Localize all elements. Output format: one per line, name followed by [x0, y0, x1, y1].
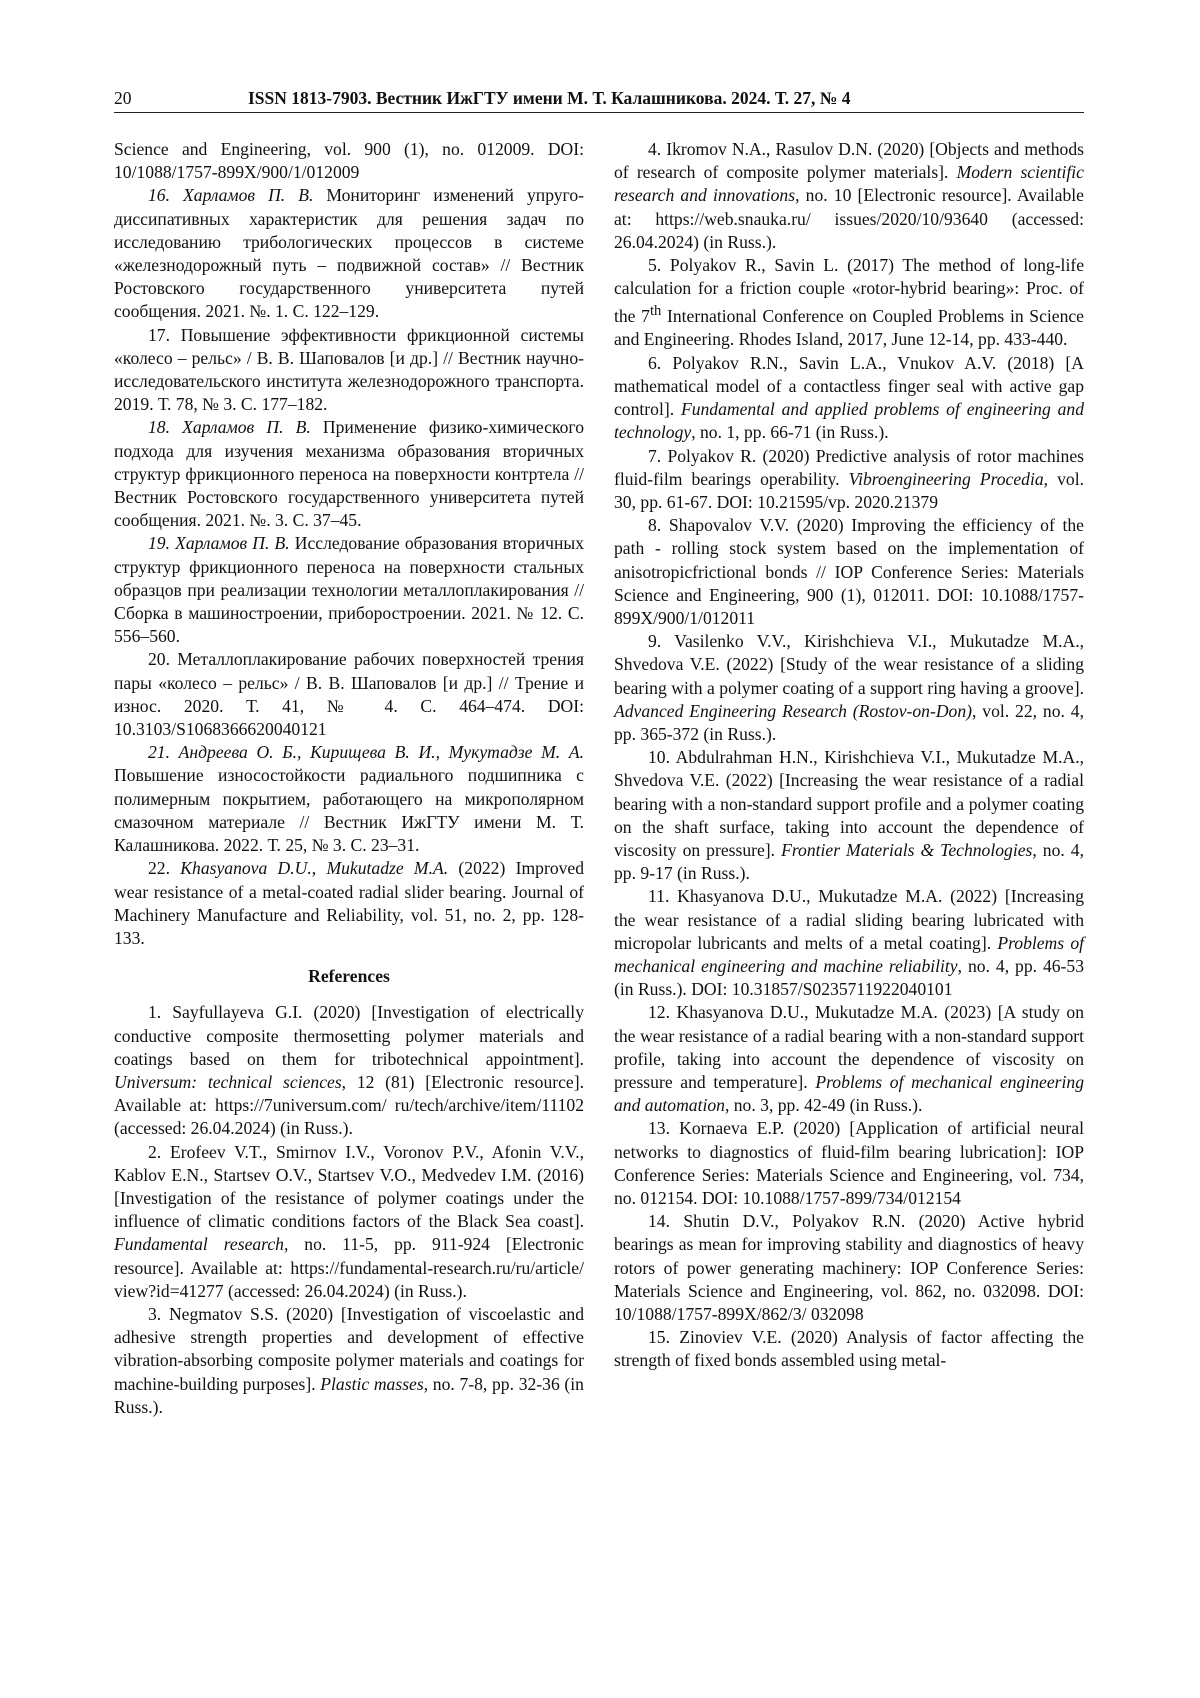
reference-authors: 19. Харламов П. В.	[148, 533, 290, 554]
reference-details: , vol. 22, no. 4, pp. 365-372 (in Russ.).	[614, 700, 1084, 744]
running-header	[114, 86, 1084, 113]
reference-details: , no. 7-8, pp. 32-36 (in Russ.).	[114, 1373, 584, 1417]
reference-body: 4. Ikromov N.A., Rasulov D.N. (2020) [Objects and methods of research of composite polymer materials].	[614, 139, 1084, 183]
reference-details: , 12 (81) [Electronic resource]. Available at: https://7universum.com/ ru/tech/archive/item/11102 (accessed: 26.04.2024) (in Russ.).	[114, 1071, 584, 1139]
reference-author: Khasyanova D.U.	[180, 858, 312, 879]
reference-separator: ,	[311, 858, 327, 879]
reference-22	[114, 857, 584, 950]
reference-body: (2022) Improved wear resistance of a metal-coated radial slider bearing. Journal of Machinery Manufacture and Reliability, vol. 51, no. 2, pp. 128-133.	[114, 858, 585, 948]
reference-authors: 18. Харламов П. В.	[148, 417, 311, 438]
reference-body: 9. Vasilenko V.V., Kirishchieva V.I., Mukutadze M.A., Shvedova V.E. (2022) [Study of the wear resistance of a sliding bearing with a polymer coating of a support ring having a groove].	[614, 631, 1084, 698]
reference-en-6	[614, 352, 1084, 445]
superscript: th	[649, 303, 662, 320]
reference-body: Применение физико-химического подхода для изучения механизма образования вторичных структур фрикционного переноса на поверхности контртела // Вестник Ростовского государственного университета путей сообщения. 2021. №. 3. С. 37–45.	[114, 417, 585, 531]
reference-body: 7. Polyakov R. (2020) Predictive analysis of rotor machines fluid-film bearings operability.	[614, 445, 1084, 489]
page-number: 20	[114, 88, 132, 108]
reference-body: Исследование образования вторичных структур фрикционного переноса на поверхности стальных образцов при реализации технологии металлоплакирования // Сборка в машиностроении, приборостроении. 2021. № 12. С. 556–560.	[114, 533, 584, 647]
references-heading: References	[308, 966, 390, 987]
reference-details: , no. 4, pp. 9-17 (in Russ.).	[614, 839, 1084, 884]
reference-details: , no. 1, pp. 66-71 (in Russ.).	[691, 422, 889, 443]
reference-journal: Frontier Materials & Technologies	[781, 839, 1033, 860]
reference-journal: Plastic masses	[320, 1373, 424, 1394]
reference-authors: 16. Харламов П. В.	[148, 185, 314, 206]
reference-en-4	[614, 138, 1084, 254]
reference-en-13: 13. Kornaeva E.P. (2020) [Application of artificial neural networks to diagnostics of fluid-film bearing lubrication]: IOP Conference Series: Materials Science and Engineering, vol. 734, no. 012154. DOI: 10.1088/1757-899/734/012154	[614, 1118, 1084, 1208]
reference-journal: Modern scientific research and innovations	[614, 162, 1084, 206]
reference-body: Повышение износостойкости радиального подшипника с полимерным покрытием, работающего на микрополярном смазочном материале // Вестник ИжГТУ имени М. Т. Калашникова. 2022. Т. 25, № 3. С. 23–31.	[114, 765, 584, 856]
reference-en-15: 15. Zinoviev V.E. (2020) Analysis of factor affecting the strength of fixed bonds assembled using metal-	[614, 1327, 1084, 1371]
reference-details: , no. 3, pp. 42-49 (in Russ.).	[724, 1095, 923, 1116]
reference-body: 3. Negmatov S.S. (2020) [Investigation of viscoelastic and adhesive strength properties and development of effective vibration-absorbing composite polymer materials and coatings for machine-building purposes].	[114, 1303, 584, 1394]
reference-en-8: 8. Shapovalov V.V. (2020) Improving the efficiency of the path - rolling stock system based on the implementation of anisotropicfrictional bonds // IOP Conference Series: Materials Science and Engineering, 900 (1), 012011. DOI: 10.1088/1757-899X/900/1/012011	[614, 515, 1084, 628]
reference-en-10	[614, 746, 1084, 885]
reference-21	[114, 741, 584, 857]
reference-journal: Problems of mechanical engineering and automation	[614, 1071, 1084, 1116]
reference-details: , no. 11-5, pp. 911-924 [Electronic resource]. Available at: https://fundamental-research.ru/ru/article/ view?id=41277 (accessed: 26.04.2024) (in Russ.).	[114, 1234, 584, 1301]
reference-continuation: Science and Engineering, vol. 900 (1), no. 012009. DOI: 10/1088/1757-899X/900/1/012009	[114, 139, 584, 183]
reference-body: 2. Erofeev V.T., Smirnov I.V., Voronov P.V., Afonin V.V., Kablov E.N., Startsev O.V., Startsev V.O., Medvedev I.M. (2016) [Investigation of the resistance of polymer coatings under the influence of climatic conditions factors of the Black Sea coast].	[114, 1141, 584, 1232]
reference-details: , vol. 30, pp. 61-67. DOI: 10.21595/vp. 2020.21379	[614, 468, 1084, 512]
reference-body: 11. Khasyanova D.U., Mukutadze M.A. (2022) [Increasing the wear resistance of a radial sliding bearing lubricated with micropolar lubricants and melts of a metal coating].	[614, 886, 1084, 953]
reference-16	[114, 184, 584, 323]
reference-en-14: 14. Shutin D.V., Polyakov R.N. (2020) Active hybrid bearings as mean for improving stability and diagnostics of heavy rotors of power generating machinery: IOP Conference Series: Materials Science and Engineering, vol. 862, no. 032098. DOI: 10/1088/1757-899X/862/3/ 032098	[614, 1211, 1084, 1325]
reference-en-3	[114, 1303, 584, 1419]
reference-details: , no. 4, pp. 46-53 (in Russ.). DOI: 10.31857/S0235711922040101	[614, 955, 1085, 1000]
reference-journal: Problems of mechanical engineering and machine reliability	[614, 932, 1085, 976]
reference-body: 10. Abdulrahman H.N., Kirishchieva V.I., Mukutadze M.A., Shvedova V.E. (2022) [Increasing the wear resistance of a radial bearing with a non-standard support profile and a polymer coating on the shaft surface, taking into account the dependence of viscosity on pressure].	[614, 747, 1084, 860]
reference-author: Mukutadze M.A.	[326, 858, 449, 879]
reference-en-1	[114, 1001, 584, 1140]
reference-journal: Vibroengineering Procedia	[848, 468, 1044, 489]
reference-journal: Universum: technical sciences	[114, 1071, 342, 1092]
right-column	[614, 138, 1084, 1373]
reference-20: 20. Металлоплакирование рабочих поверхностей трения пары «колесо – рельс» / В. В. Шаповалов [и др.] // Трение и износ. 2020. Т. 41, № 4. С. 464–474. DOI: 10.3103/S1068366620040121	[114, 649, 584, 740]
reference-en-7	[614, 445, 1084, 515]
reference-body: 5. Polyakov R., Savin L. (2017) The method of long-life calculation for a friction couple «rotor-hybrid bearing»: Proc. of the 7	[614, 255, 1084, 327]
reference-18	[114, 416, 584, 532]
reference-19	[114, 532, 584, 648]
reference-en-9	[614, 630, 1084, 746]
reference-authors: 21. Андреева О. Б., Кирищева В. И., Мукутадзе М. А.	[148, 742, 584, 763]
reference-en-11	[614, 885, 1084, 1001]
reference-number: 22.	[148, 858, 181, 879]
left-column	[114, 138, 584, 1419]
reference-en-5	[614, 254, 1084, 352]
reference-details: International Conference on Coupled Problems in Science and Engineering. Rhodes Island, 2017, June 12-14, pp. 433-440.	[614, 306, 1084, 350]
reference-body: 12. Khasyanova D.U., Mukutadze M.A. (2023) [A study on the wear resistance of a radial bearing with a non-standard support profile, taking into account the dependence of viscosity on pressure and temperature].	[614, 1002, 1084, 1092]
reference-journal: Fundamental and applied problems of engineering and technology	[614, 399, 1084, 443]
reference-en-2	[114, 1141, 584, 1303]
reference-body: Мониторинг изменений упруго-диссипативных характеристик для решения задач по исследованию трибологических процессов в системе «железнодорожный путь – подвижной состав» // Вестник Ростовского государственного университета путей сообщения. 2021. №. 1. С. 122–129.	[114, 185, 584, 322]
reference-journal: Fundamental research	[114, 1234, 284, 1255]
reference-body: 6. Polyakov R.N., Savin L.A., Vnukov A.V. (2018) [A mathematical model of a contactless finger seal with active gap control].	[614, 352, 1084, 420]
reference-details: , no. 10 [Electronic resource]. Available at: https://web.snauka.ru/ issues/2020/10/93640 (accessed: 26.04.2024) (in Russ.).	[614, 185, 1084, 252]
reference-en-12	[614, 1001, 1084, 1117]
journal-title: ISSN 1813-7903. Вестник ИжГТУ имени М. Т. Калашникова. 2024. Т. 27, № 4	[248, 88, 851, 108]
reference-body: 1. Sayfullayeva G.I. (2020) [Investigation of electrically conductive composite thermosetting polymer materials and coatings based on them for tribotechnical appointment].	[114, 1002, 584, 1069]
reference-17: 17. Повышение эффективности фрикционной системы «колесо – рельс» / В. В. Шаповалов [и др.] // Вестник научно-исследовательского института железнодорожного транспорта. 2019. Т. 78, № 3. С. 177–182.	[114, 324, 584, 415]
reference-journal: Advanced Engineering Research (Rostov-on-Don)	[614, 700, 972, 721]
